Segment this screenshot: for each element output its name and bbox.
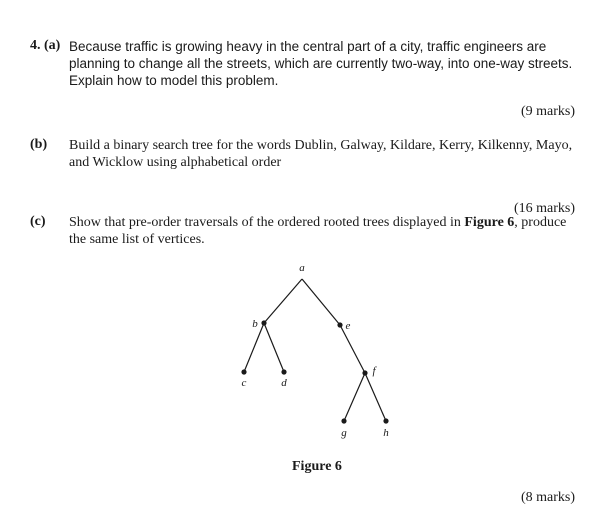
part-c-text-after: , produce the same list of vertices. (69, 215, 567, 247)
tree-node-h (383, 418, 388, 423)
tree-node-g (341, 418, 346, 423)
tree-node-d (281, 369, 286, 374)
tree-node-label-d: d (281, 377, 287, 389)
tree-node-c (241, 369, 246, 374)
tree-edge-e-f (340, 325, 365, 373)
part-b-text: Build a binary search tree for the words Dublin, Galway, Kildare, Kerry, Kilkenny, Mayo, and Wicklow using alphabetical order (69, 138, 573, 170)
part-a-marks: (9 marks) (520, 104, 575, 119)
tree-edge-f-h (365, 373, 386, 421)
tree-edge-f-g (344, 373, 365, 421)
figure-reference: Figure 6 (464, 215, 515, 230)
tree-node-label-h: h (383, 427, 389, 439)
tree-node-label-e: e (345, 320, 351, 332)
part-b-label: (b) (30, 137, 48, 152)
part-a-text: Because traffic is growing heavy in the central part of a city, traffic engineers are planning to change all the streets, which are currently two-way, into one-way streets. Explain how to model this problem. (69, 39, 573, 88)
tree-node-label-a: a (299, 262, 305, 274)
part-b-marks: (16 marks) (513, 201, 575, 216)
part-c-text-before: Show that pre-order traversals of the ordered rooted trees displayed in (69, 215, 465, 230)
tree-node-label-c: c (241, 377, 247, 389)
tree-node-f (362, 370, 367, 375)
tree-edges (241, 279, 386, 421)
tree-edge-b-c (244, 323, 264, 372)
tree-nodes (241, 262, 389, 439)
tree-node-e (337, 322, 342, 327)
tree-node-label-b: b (252, 318, 258, 330)
figure-caption: Figure 6 (292, 459, 342, 474)
tree-edge-b-d (264, 323, 284, 372)
part-c-label: (c) (30, 214, 46, 229)
tree-edge-a-e (302, 279, 340, 325)
tree-node-label-g: g (341, 427, 347, 439)
tree-node-b (261, 320, 266, 325)
tree-edge-a-b (264, 279, 302, 323)
tree-node-label-f: f (372, 365, 376, 377)
question-number: 4. (a) (30, 38, 61, 53)
part-c-marks: (8 marks) (520, 490, 575, 505)
